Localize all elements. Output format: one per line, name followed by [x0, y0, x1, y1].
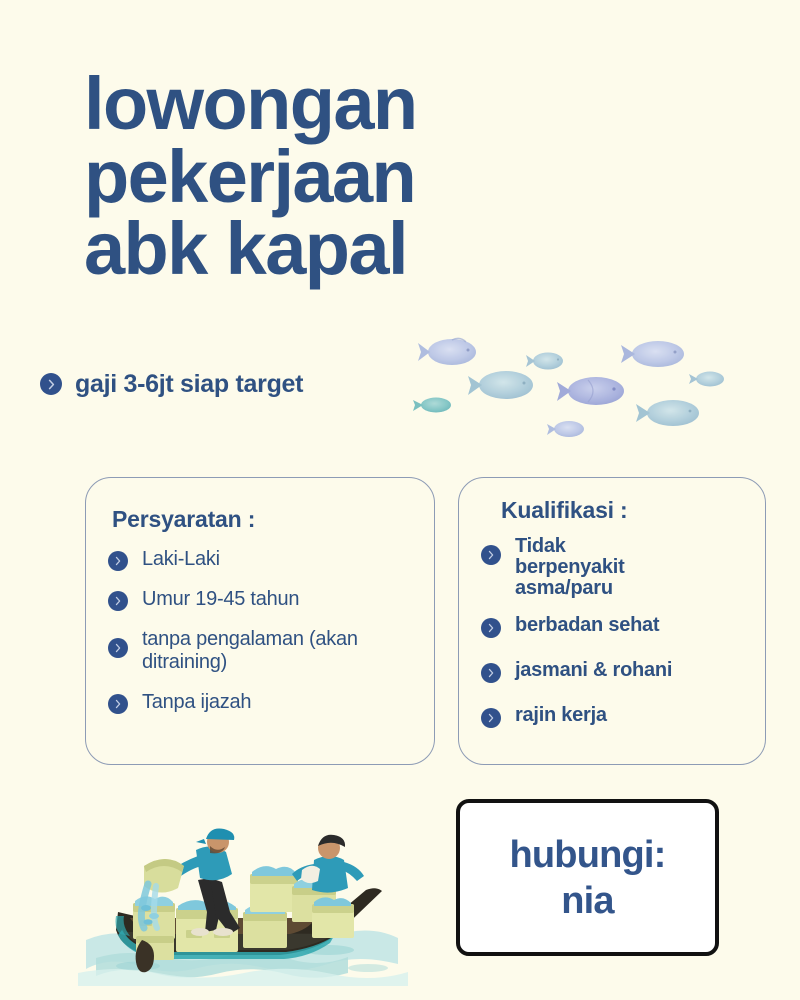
salary-subtitle — [40, 370, 420, 398]
headline-line-2: pekerjaan — [84, 134, 416, 218]
list-item-label: Laki-Laki — [142, 548, 220, 570]
fish-school-illustration — [398, 318, 738, 458]
chevron-right-circle-icon — [40, 373, 62, 395]
contact-box[interactable] — [456, 799, 719, 956]
list-item — [481, 615, 751, 638]
list-item — [481, 705, 751, 728]
qualifications-card-title: Kualifikasi : — [501, 497, 628, 523]
chevron-right-circle-icon — [108, 591, 128, 611]
chevron-right-circle-icon — [108, 638, 128, 658]
list-item-label: jasmani & rohani — [515, 658, 673, 681]
contact-label: hubungi: — [509, 833, 666, 876]
qualifications-list — [481, 536, 751, 743]
chevron-right-circle-icon — [481, 708, 501, 728]
salary-subtitle-text: gaji 3-6jt siap target — [75, 370, 304, 398]
list-item — [108, 691, 420, 714]
chevron-right-circle-icon — [481, 545, 501, 565]
fishing-boat-illustration — [78, 808, 408, 986]
list-item-label: tanpa pengalaman (akan ditraining) — [142, 628, 358, 673]
list-item — [108, 588, 420, 611]
chevron-right-circle-icon — [481, 663, 501, 683]
requirements-list — [108, 548, 420, 731]
list-item — [108, 628, 420, 674]
list-item-label: Tanpa ijazah — [142, 691, 252, 713]
requirements-card-title: Persyaratan : — [112, 506, 256, 532]
chevron-right-circle-icon — [108, 551, 128, 571]
page-title — [84, 62, 724, 291]
list-item-label: rajin kerja — [515, 703, 607, 726]
list-item — [108, 548, 420, 571]
headline-line-1: lowongan — [84, 62, 417, 145]
list-item — [481, 536, 751, 600]
requirements-card — [85, 477, 435, 765]
list-item-label: Tidak berpenyakit asma/paru — [515, 535, 625, 600]
chevron-right-circle-icon — [108, 694, 128, 714]
qualifications-card — [458, 477, 766, 765]
list-item — [481, 660, 751, 683]
chevron-right-circle-icon — [481, 618, 501, 638]
contact-name: nia — [561, 879, 614, 922]
headline-line-3: abk kapal — [84, 207, 407, 291]
list-item-label: Umur 19-45 tahun — [142, 588, 300, 610]
list-item-label: berbadan sehat — [515, 613, 660, 636]
